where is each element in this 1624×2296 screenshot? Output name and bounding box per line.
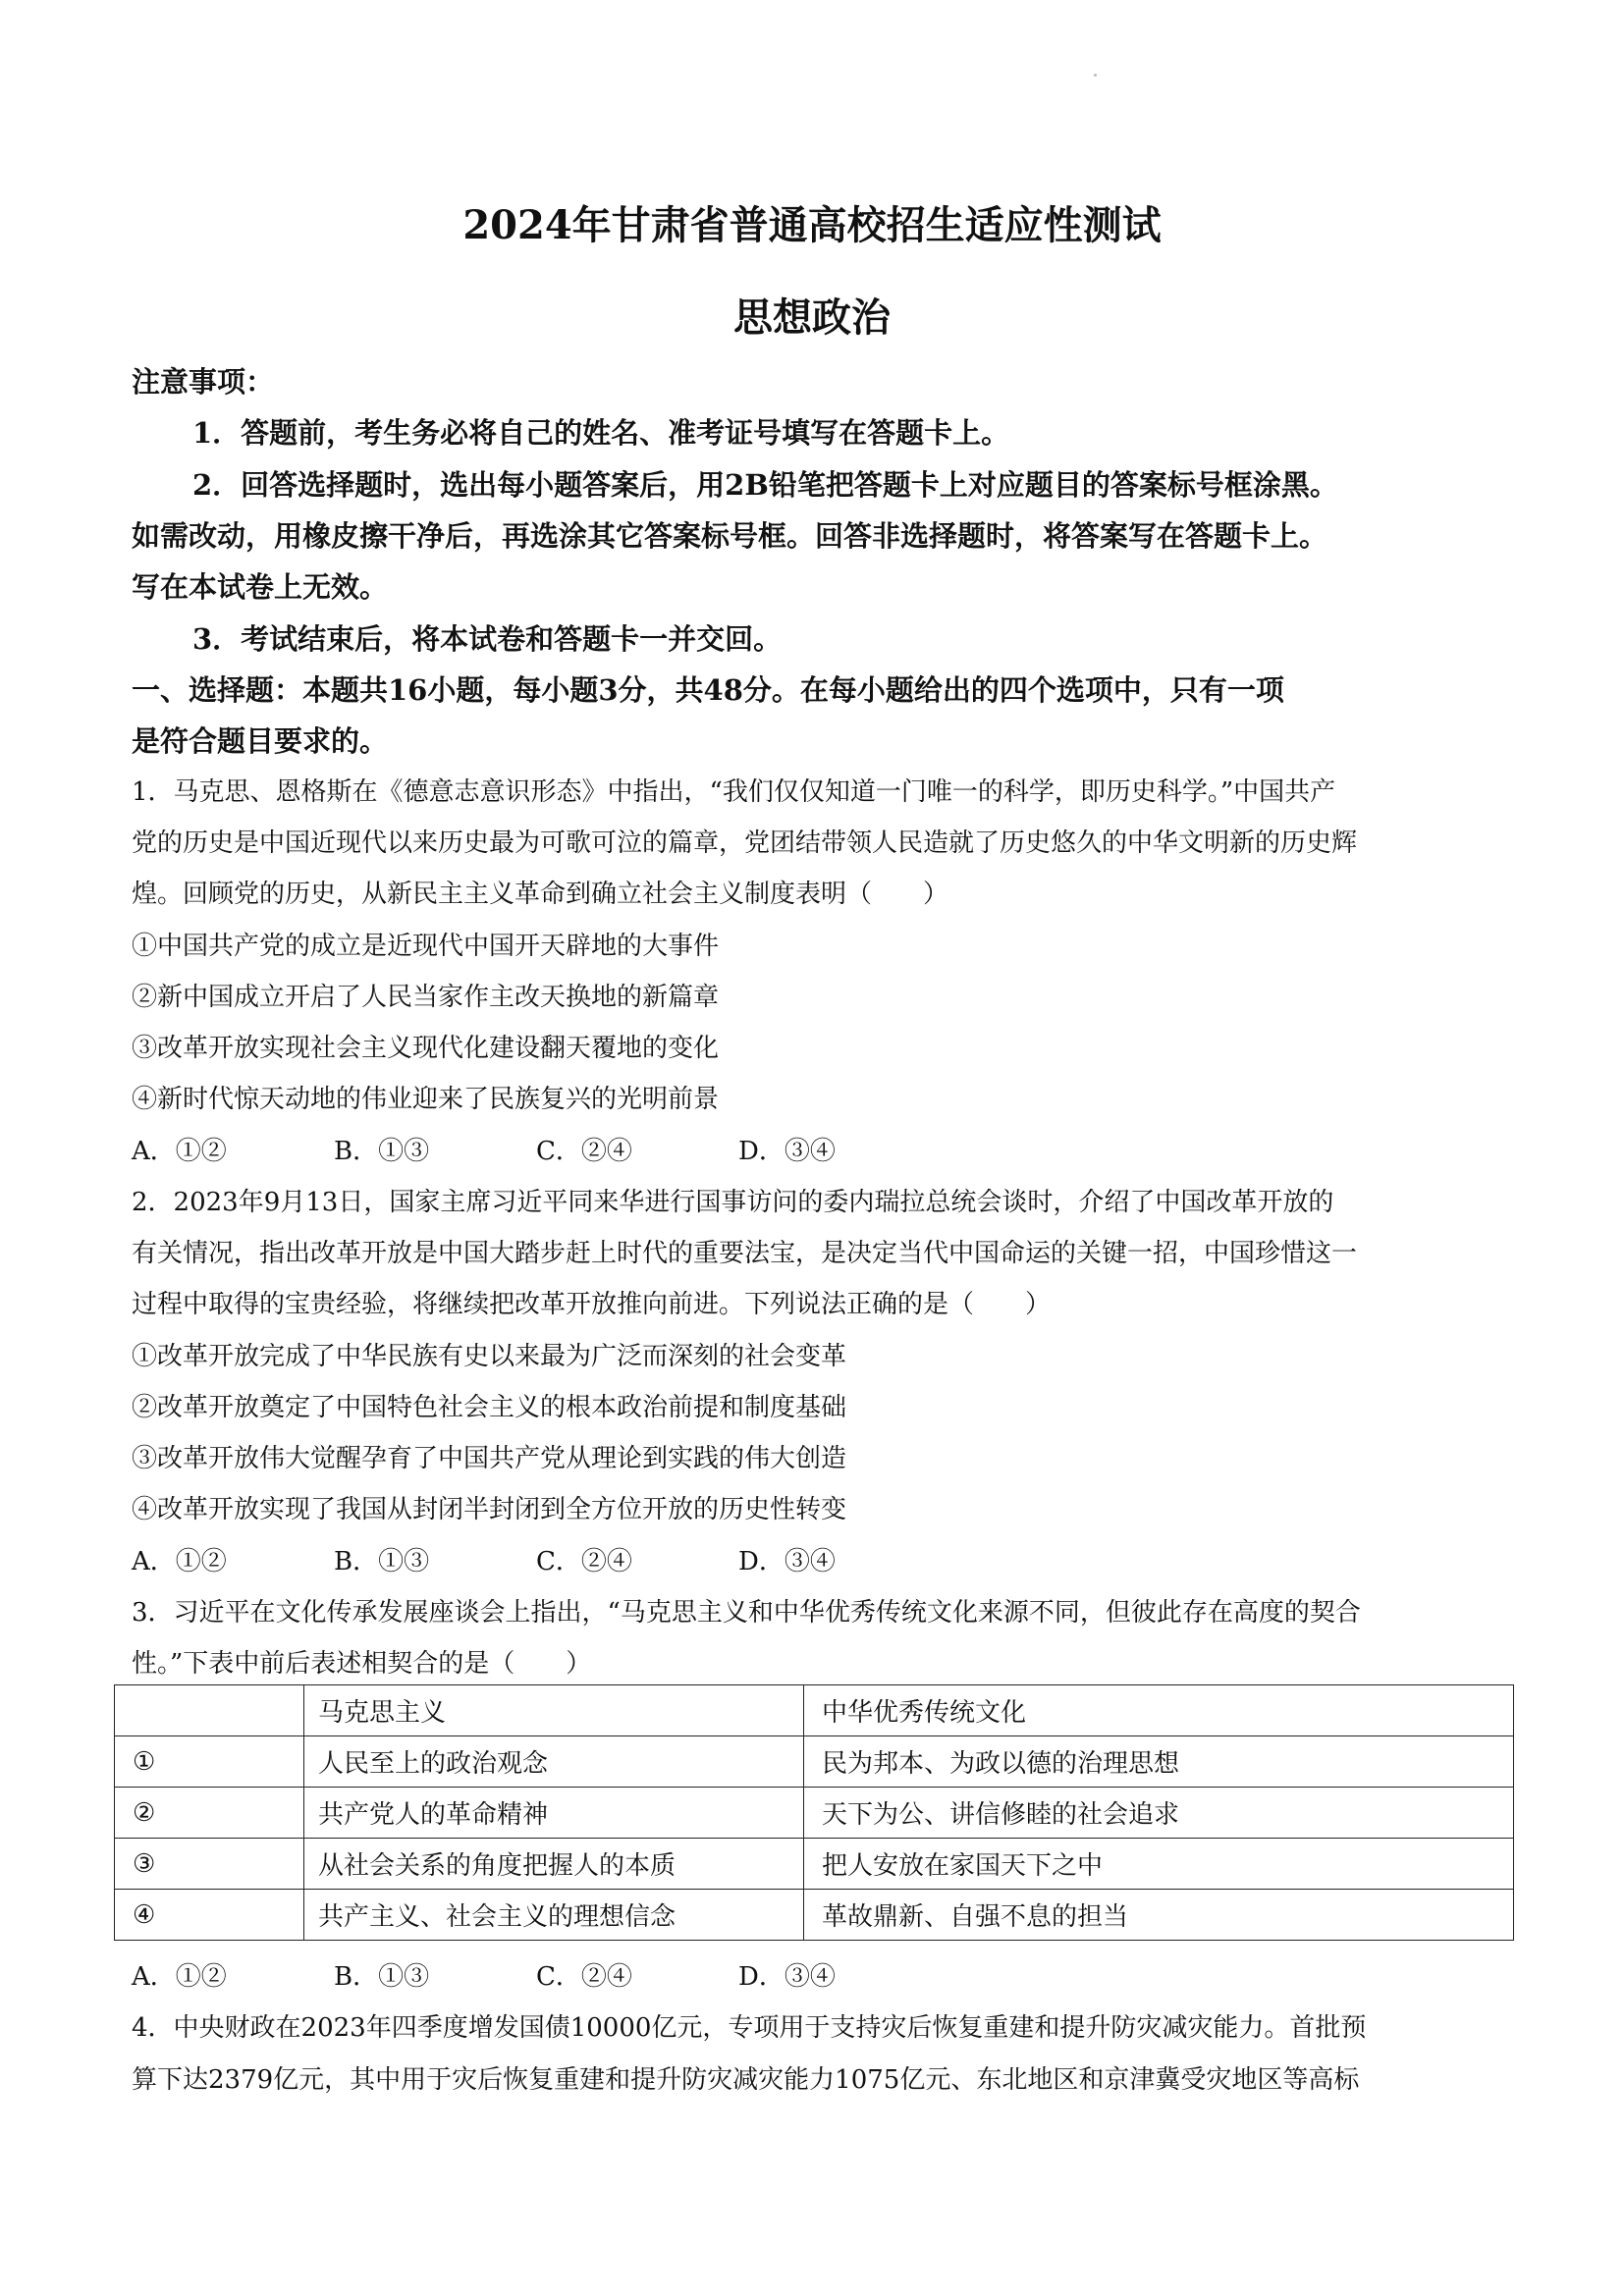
table-row <box>115 1788 1514 1839</box>
question-3-choices <box>132 1956 941 1993</box>
table-cell: 人民至上的政治观念 <box>304 1736 804 1788</box>
notice-heading: 注意事项： <box>132 365 275 399</box>
question-2-text: 过程中取得的宝贵经验，将继续把改革开放推向前进。下列说法正确的是（ ） <box>132 1290 1052 1319</box>
question-2-text: 2．2023年9月13日，国家主席习近平同来华进行国事访问的委内瑞拉总统会谈时，介绍了中国改革开放的 <box>132 1188 1334 1217</box>
table-row <box>115 1736 1514 1788</box>
question-4-text: 4．中央财政在2023年四季度增发国债10000亿元，专项用于支持灾后恢复重建和提升防灾减灾能力。首批预 <box>132 2013 1367 2043</box>
question-2-statement: ④改革开放实现了我国从封闭半封闭到全方位开放的历史性转变 <box>132 1495 847 1524</box>
question-3-table <box>114 1684 1514 1941</box>
scan-speck <box>1094 74 1097 77</box>
table-cell: 把人安放在家国天下之中 <box>804 1839 1514 1890</box>
question-2-statement: ②改革开放奠定了中国特色社会主义的根本政治前提和制度基础 <box>132 1393 847 1422</box>
question-1-statement: ②新中国成立开启了人民当家作主改天换地的新篇章 <box>132 983 720 1012</box>
table-cell: ① <box>115 1736 304 1788</box>
notice-item: 写在本试卷上无效。 <box>132 570 389 604</box>
table-cell: 革故鼎新、自强不息的担当 <box>804 1890 1514 1941</box>
choice-b[interactable]: B．①③ <box>334 1137 430 1166</box>
question-3-text: 性。”下表中前后表述相契合的是（ ） <box>132 1649 592 1679</box>
choice-c[interactable]: C．②④ <box>536 1962 632 1992</box>
notice-item: 2．回答选择题时，选出每小题答案后，用2B铅笔把答题卡上对应题目的答案标号框涂黑。 <box>192 468 1338 502</box>
notice-item: 1．答题前，考生务必将自己的姓名、准考证号填写在答题卡上。 <box>192 416 1010 450</box>
choice-a[interactable]: A．①② <box>132 1962 227 1992</box>
choice-d[interactable]: D．③④ <box>738 1962 836 1992</box>
question-1-statement: ①中国共产党的成立是近现代中国开天辟地的大事件 <box>132 932 720 961</box>
notice-item: 3．考试结束后，将本试卷和答题卡一并交回。 <box>192 622 783 656</box>
question-2-choices <box>132 1541 941 1577</box>
choice-d[interactable]: D．③④ <box>738 1137 836 1166</box>
question-2-text: 有关情况，指出改革开放是中国大踏步赶上时代的重要法宝，是决定当代中国命运的关键一招，中国珍惜这一 <box>132 1239 1358 1268</box>
choice-b[interactable]: B．①③ <box>334 1962 430 1992</box>
section-heading: 是符合题目要求的。 <box>132 724 389 758</box>
question-1-text: 煌。回顾党的历史，从新民主主义革命到确立社会主义制度表明（ ） <box>132 880 949 909</box>
table-header-cell <box>115 1685 304 1736</box>
table-header-cell: 马克思主义 <box>304 1685 804 1736</box>
choice-a[interactable]: A．①② <box>132 1137 227 1166</box>
table-cell: 从社会关系的角度把握人的本质 <box>304 1839 804 1890</box>
choice-c[interactable]: C．②④ <box>536 1547 632 1576</box>
question-2-statement: ①改革开放完成了中华民族有史以来最为广泛而深刻的社会变革 <box>132 1342 847 1371</box>
question-1-text: 1．马克思、恩格斯在《德意志意识形态》中指出，“我们仅仅知道一门唯一的科学，即历史科学。”中国共产 <box>132 777 1336 807</box>
table-cell: ④ <box>115 1890 304 1941</box>
exam-title: 2024年甘肃省普通高校招生适应性测试 <box>462 202 1162 248</box>
table-cell: ③ <box>115 1839 304 1890</box>
table-cell: 民为邦本、为政以德的治理思想 <box>804 1736 1514 1788</box>
question-4-text: 算下达2379亿元，其中用于灾后恢复重建和提升防灾减灾能力1075亿元、东北地区和京津冀受灾地区等高标 <box>132 2065 1360 2095</box>
table-row <box>115 1839 1514 1890</box>
choice-d[interactable]: D．③④ <box>738 1547 836 1576</box>
table-cell: 天下为公、讲信修睦的社会追求 <box>804 1788 1514 1839</box>
exam-subject: 思想政治 <box>733 294 891 341</box>
table-cell: 共产主义、社会主义的理想信念 <box>304 1890 804 1941</box>
question-3-text: 3．习近平在文化传承发展座谈会上指出，“马克思主义和中华优秀传统文化来源不同，但彼此存在高度的契合 <box>132 1598 1361 1628</box>
choice-b[interactable]: B．①③ <box>334 1547 430 1576</box>
section-heading: 一、选择题：本题共16小题，每小题3分，共48分。在每小题给出的四个选项中，只有一项 <box>132 673 1284 707</box>
choice-a[interactable]: A．①② <box>132 1547 227 1576</box>
question-1-choices <box>132 1131 941 1167</box>
table-cell: 共产党人的革命精神 <box>304 1788 804 1839</box>
table-row <box>115 1890 1514 1941</box>
question-1-statement: ③改革开放实现社会主义现代化建设翻天覆地的变化 <box>132 1034 720 1063</box>
choice-c[interactable]: C．②④ <box>536 1137 632 1166</box>
notice-item: 如需改动，用橡皮擦干净后，再选涂其它答案标号框。回答非选择题时，将答案写在答题卡上。 <box>132 519 1328 553</box>
question-1-text: 党的历史是中国近现代以来历史最为可歌可泣的篇章，党团结带领人民造就了历史悠久的中华文明新的历史辉 <box>132 828 1358 858</box>
table-header-cell: 中华优秀传统文化 <box>804 1685 1514 1736</box>
table-header-row <box>115 1685 1514 1736</box>
question-2-statement: ③改革开放伟大觉醒孕育了中国共产党从理论到实践的伟大创造 <box>132 1444 847 1473</box>
question-1-statement: ④新时代惊天动地的伟业迎来了民族复兴的光明前景 <box>132 1085 720 1114</box>
table-cell: ② <box>115 1788 304 1839</box>
